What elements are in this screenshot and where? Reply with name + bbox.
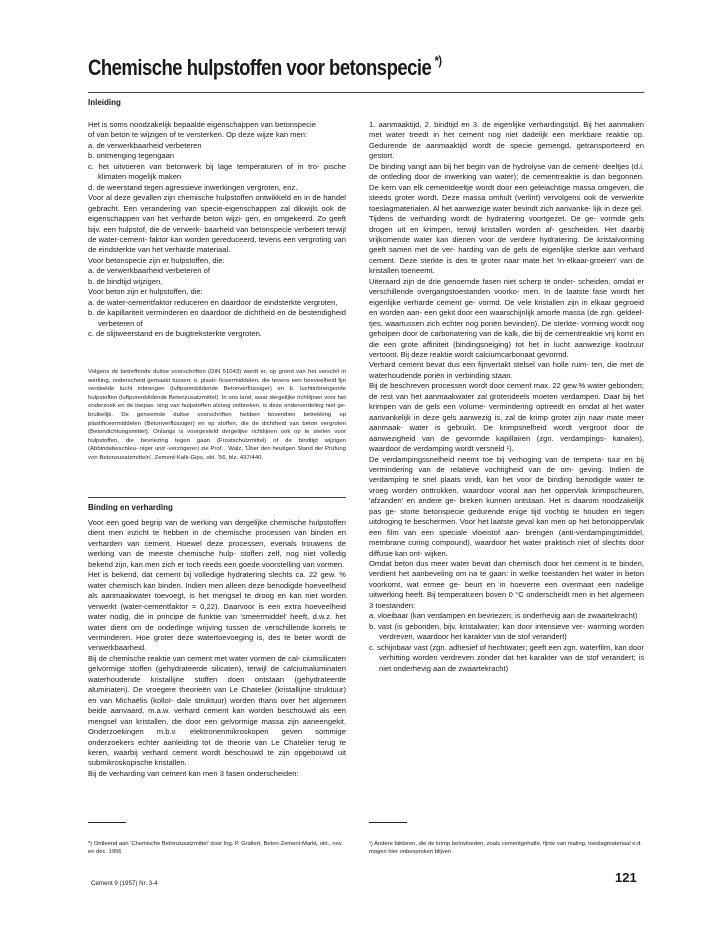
paragraph: 1. aanmaaktijd, 2. bindtijd en 3. de eigenlijke verhardingstijd. Bij het aanmaken met water treedt in het cement nog niet dadelijk een merkbare reaktie op. Gedurende de aanmaaktijd wordt de specie gemengd, getransporteerd en gestort. [369, 120, 644, 161]
journal-reference: Cement 9 (1957) Nr. 3-4 [91, 880, 158, 887]
left-column-body [88, 518, 346, 779]
list-item: b. de bindtijd wijzigen. [88, 276, 163, 286]
paragraph: Voor beton zijn er hulpstoffen, die: [88, 287, 203, 297]
title-footnote-marker: *) [434, 53, 442, 68]
paragraph: Voor een goed begrip van de werking van dergelijke chemische hulpstoffen dient men inzicht te hebben in de chemische processen van binden en verharden van cement. Hoewel deze processen, evenals trouwens de werking van de meeste chemische hulp- stoffen zelf, nog niet volledig bekend zijn, kan men zich er toch reeds een goede voorstelling van vormen. [88, 518, 346, 569]
list-item: b. de kapillariteit verminderen en daardoor de dichtheid en de bestendigheid verbeteren of [88, 308, 346, 328]
paragraph: Het is soms noodzakelijk bepaalde eigenschappen van betonspecie [88, 120, 316, 129]
right-column [369, 120, 644, 674]
list-item: c. het uitvoeren van betonwerk bij lage temperaturen of in tro- pische klimaten mogelijk maken [88, 161, 346, 182]
list-item: c. schijnbaar vast (zgn. adhesief of hechtwater; geeft een zgn. waterfilm, kan door verhitting worden verdreven zonder dat het karakter van de stof verandert; is niet onderhevig aan de zwaartekracht) [369, 642, 644, 673]
list-item: b. ontmenging tegengaan [88, 151, 175, 161]
paragraph: Bij de chemische reaktie van cement met water vormen de cal- ciumsilicaten gelvormige stoffen (gehydrateerde silicaten), terwijl de calciumaluminaten waterhoudende kristallijne stoffen doen ontstaan (gehydrateerde aluminaten). De vroegere theorieën van Le Chatelier (kristallijne struktuur) en van Michaëlis (kolloï- dale struktuur) worden thans over het algemeen beide aanvaard, m.a.w. verhard cement kan worden beschouwd als een mengsel van kristallen, die door een gelvormige massa zijn aaneengekit. Onderzoekingen m.b.v. elektronenmikroskopen geven sommige onderzoekers echter aanleiding tot de theorie van Le Chatelier terug te keren, waarbij verhard cement wordt beschouwd te zijn opgebouwd uit submikroskopische kristallen. [88, 653, 346, 768]
paragraph: Voor al deze gevallen zijn chemische hulpstoffen ontwikkeld en in de handel gebracht. Een verandering van specie-eigenschappen zal dikwijls ook de eigenschappen van het verharde beton wijzi- gen, en omgekeerd. Zo geeft bijv. een hulpstof, die de verwerk- baarheid van betonspecie verbetert terwijl de water-cement- faktor kan worden gereduceerd, tevens een vergroting van de eindsterkte van het verharde materiaal. [88, 193, 346, 255]
binding-heading: Binding en verharding [88, 503, 173, 512]
din-note: Volgens de betreffende duitse voorschriften (DIN 51043) wordt er, op grond van het verschil in werking, onderscheid gemaakt tussen: o. plasti- ficeermiddelen, die tevens een hoeveelheid fijn verdeelde lucht inbrengen (luftporenbildende Betonverflüssiger) en b. luchtinbrengende hulpstoffen (luftporenbildende Betonzusatzmittel). In ons land, waar dergelijke richtlijnen voor het onderzoek en de toepas- sing van hulpstoffen alsnog ontbreken, is deze onderverdeling niet ge- bruikelijk. De genoemde duitse voorschriften hebben bovendien betrekking op plastificeermiddelen (Betonverflüssiger) en op stoffen, die de dichtheid van beton vergroten (Betondichtungsmittel). Onlangs is voorgesteld dergelijke richtlijnen ook op te stellen voor hulpstoffen, die bevriezing tegen gaan (Frostschutzmittel) of de bindtijd wijzigen (Abbindebeschleu- niger und -verzögerer) zie Prof. . Walz, 'Über den heutigen Stand der Prüfung von Betonzusatzmitteln', Zement-Kalk-Gips, okt. '56, blz. 437/440. [88, 369, 346, 461]
paragraph: De verdampingssnelheid neemt toe bij verhoging van de tempera- tuur en bij vermindering van de relatieve vochtigheid van de om- geving. Indien de verdamping te snel plaats vindt, kan het voor de binding benodigde water te vroeg worden onttrokken, waardoor vooral aan het oppervlak krimpscheuren, 'afzanden' en andere ge- breken kunnen ontstaan. Het is daarom noodzakelijk pas ge- storte betonspecie gedurende enige tijd vochtig te houden en tegen uitdroging te beschermen. Voor het laatste geval kan men op het betonoppervlak een film van een speciale vloeistof aan- brengen (anti-verdampingsmiddel, membrane curing compound), waardoor het water praktisch niet of slechts door diffusie kan ont- wijken. [369, 454, 644, 558]
list-item: d. de weerstand tegen agressieve inwerkingen vergroten, enz. [88, 182, 298, 192]
paragraph: Voor betonspecie zijn er hulpstoffen, die: [88, 255, 225, 265]
paragraph: Bij de beschreven processen wordt door cement max. 22 gew.% water gebonden; de rest van het aanmaakwater zal grotendeels moeten verdampen. Daar bij het krimpen van de gels een volume- vermindering optreedt en omdat al het water aanvankelijk in deze gels aanwezig is, zal de krimp groter zijn naar mate meer aanmaak- water is gebruikt. De krimpsnelheid wordt vergroot door de aanwezigheid van de gevormde kapillairen (zgn. verdampings- kanalen), waardoor de verdamping wordt versneld ¹). [369, 381, 644, 454]
paragraph: Uiteraard zijn de drie genoemde fasen niet scherp te onder- scheiden, omdat er verschillende overgangstoestanden voorko- men. In de laatste fase wordt het eigenlijke verharde cement ge- vormd. De vele kristallen zijn in elkaar gegroeid en worden aan- een gekit door een waarschijnlijk amorfe massa (de zgn. geldeel- tjes, waartussen zich echter nog poriën bevinden). De sterkte- vorming wordt nog geholpen door de carbonatering van de kalk, die bij de cementreaktie vrij komt en die een grote affiniteit (bindingsneiging) tot het in lucht aanwezige koolzuur vertoont. Bij deze reaktie wordt calciumcarbonaat gevormd. [369, 276, 644, 359]
page-title: Chemische hulpstoffen voor betonspecie *) [88, 53, 442, 80]
list-item: a. de verwerkbaarheid verbeteren of [88, 266, 210, 276]
paragraph: Omdat beton dus meer water bevat dan chemisch door het cement is te binden, verdient het aanbeveling om na te gaan: in welke toestanden het water in beton voorkomt, wat ermee ge- beurt en in hoeverre een overmaat een nadelige uitwerking heeft. Bij temperaturen boven 0 °C onderscheidt men in het algemeen 3 toestanden: [369, 559, 644, 610]
paragraph: Het is bekend, dat cement bij volledige hydratering slechts ca. 22 gew. % water chemisch kan binden. Indien men alleen deze benodigde hoeveelheid als aanmaakwater toevoegt, is het mengsel te droog en kan niet worden verwerkt (water-cementfaktor = 0,22). Daarvoor is een extra hoeveelheid water nodig, die in principe de funktie van 'smeermiddel' heeft, d.w.z. het water dient om de onderlinge wrijving tussen de verschillende korrels te verminderen. Hoe groter deze watertoevoeging is, des te beter wordt de verwerkbaarheid. [88, 570, 346, 653]
paragraph: Bij de verharding van cement kan men 3 fasen onderscheiden: [88, 768, 299, 778]
list-item: b. vast (is gebonden, bijv. kristalwater; kan door intensieve ver- warming worden verdreven, waardoor het karakter van de stof verandert) [369, 621, 644, 642]
page-number: 121 [615, 870, 637, 885]
list-item: a. de verwerkbaarheid verbeteren [88, 140, 202, 150]
intro-heading: Inleiding [88, 98, 121, 107]
left-column [88, 120, 346, 340]
paragraph: De binding vangt aan bij het begin van de hydrolyse van de cement- deeltjes (d.i. de ontleding door de inwerking van water); de cementreaktie is dan begonnen. De kern van elk cementdeeltje wordt door een geleiachtige massa omgeven, die steeds groter wordt. Deze massa omhult (verlint) vervolgens ook de verwerkte toeslagmaterialen. Al het aanwezige water bevindt zich aanvanke- lijk in deze gel. [369, 161, 644, 213]
list-item: c. de slijtweerstand en de buigtreksterkte vergroten. [88, 329, 262, 339]
paragraph: of van beton te wijzigen of te versterken. Op deze wijze kan men: [88, 130, 308, 140]
title-rule [88, 92, 644, 93]
footnote-rule-right [369, 822, 407, 823]
list-item: a. de water-cementfaktor reduceren en daardoor de eindsterkte vergroten, [88, 297, 338, 307]
list-item: a. vloeibaar (kan verdampen en bevriezen; is onderhevig aan de zwaartekracht) [369, 611, 638, 621]
footnote-left: *) Ontleend aan 'Chemische Betonzusatzmittel' door Ing. P. Grallert, Beton-Zement-Markt, okt., nov. en dec. 1956 [88, 841, 343, 855]
paragraph: Tijdens de verharding wordt de hydratering voortgezet. De ge- vormde gels drogen uit en krimpen, terwijl kristallen worden af- gescheiden. Het daarbij vrijkomende water kan dienen voor de verdere hydratering. De kristalvorming geeft samen met de ver- harding van de gels de eigenlijke sterkte aan verhard cement. Deze sterkte is des te groter naar mate het 'in-elkaar-groeien' van de kristallen toeneemt. [369, 214, 644, 276]
footnote-right: ¹) Andere faktoren, die de krimp beïnvloeden, zoals cementgehalte, fijnte van maling, toeslagmateriaal e.d. mogen hier onbesproken blijven. [369, 841, 642, 855]
section-rule [88, 497, 346, 498]
paragraph: Verhard cement bevat dus een fijnvertakt stelsel van holle ruim- ten, die met de waterhoudende poriën in verbinding staan. [369, 360, 644, 380]
footnote-rule-left [88, 822, 126, 823]
